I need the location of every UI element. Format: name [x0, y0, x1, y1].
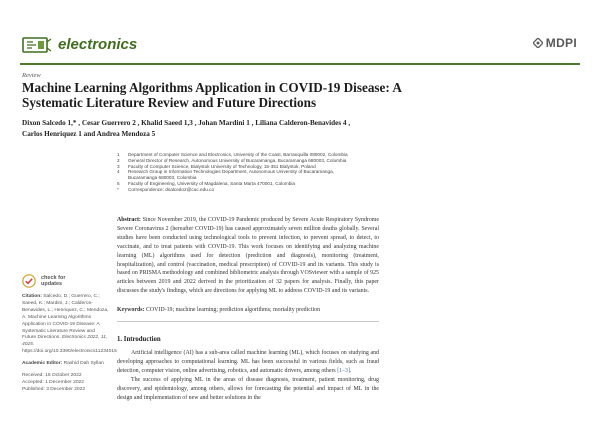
- editor-label: Academic Editor:: [22, 361, 63, 367]
- authors-line: Dixon Salcedo 1,* , Cesar Guerrero 2 , Khalid Saeed 1,3 , Johan Mardini 1 , Liliana Calderon-Benavides 4 ,: [22, 119, 351, 127]
- mdpi-mark-icon: [533, 38, 543, 48]
- citation-block: [22, 294, 117, 356]
- paragraph: Artificial intelligence (AI) has a sub-area called machine learning (ML), which focuses on studying and developing approaches to computational learning. ML has been successful in various fields, such as fraud detection, computer vision, online advertising, robotics, and automatic drivers, among others [1–3].: [117, 350, 379, 374]
- citation-label: Citation:: [22, 294, 42, 299]
- journal-name: electronics: [58, 35, 138, 53]
- affiliation-item: 3 Faculty of Computer Science, Bialystok University of Technology, 15-351 Bialystok, Poland: [117, 163, 316, 169]
- affiliation-item: 1 Department of Computer Science and Electronics, University of the Coast, Barranquilla 080002, Colombia: [117, 152, 348, 157]
- abstract-label: Abstract:: [117, 217, 141, 223]
- published-date: Published: 3 December 2022: [22, 386, 86, 392]
- check-updates-icon: [22, 274, 36, 288]
- introduction-body: [117, 349, 379, 402]
- abstract: [117, 216, 379, 296]
- publisher-logo: [533, 36, 577, 50]
- page-title: Machine Learning Algorithms Application in COVID-19 Disease: A Systematic Literature Review and Future Directions: [22, 80, 402, 110]
- accepted-date: Accepted: 1 December 2022: [22, 379, 84, 385]
- affiliation-item: Bucaramanga 680003, Colombia: [128, 175, 197, 181]
- article-type: Review: [22, 72, 41, 79]
- updates-label: check for: [41, 275, 66, 281]
- paragraph: The success of applying ML in the areas of disease diagnosis, treatment, patient monitoring, drug discovery, and epidemiology, among others, allows for forecasting the potential and impact of ML in the design and implementation of new and better solutions in the: [117, 376, 379, 401]
- header-rule: [20, 63, 580, 65]
- journal-logo-icon: [22, 34, 52, 54]
- section-divider: [117, 321, 379, 322]
- citation-journal: Electronics 2022, 11, 4015.: [22, 335, 108, 348]
- publisher-name: MDPI: [545, 36, 577, 50]
- author-list: [22, 118, 482, 139]
- journal-header: [22, 34, 137, 54]
- check-for-updates-badge[interactable]: [22, 274, 65, 288]
- keywords: [117, 306, 379, 315]
- citation-doi[interactable]: https://doi.org/10.3390/electronics11234015: [22, 349, 117, 355]
- citation-link[interactable]: [1–3]: [337, 367, 350, 374]
- keywords-text: COVID-19; machine learning; prediction algorithms; mortality prediction: [145, 307, 321, 313]
- affiliations: [117, 152, 417, 193]
- citation-text: Salcedo, D.; Guerrero, C.; Saeed, K.; Mardini, J.; Calderon-Benavides, L.; Henriquez, C.; Mendoza, A. Machine Learning Algorithms Application in COVID-19 Disease: A Systematic Literature Review and Future Directions.: [22, 294, 109, 341]
- updates-label: updates: [41, 281, 63, 287]
- affiliation-item: 5 Faculty of Engineering, University of Magdalena, Santa Marta 470001, Colombia: [117, 180, 296, 186]
- editor-block: [22, 361, 110, 368]
- keywords-label: Keywords:: [117, 307, 145, 313]
- section-heading: 1. Introduction: [117, 336, 161, 343]
- received-date: Received: 16 October 2022: [22, 373, 82, 379]
- editor-name: Rashid Dah Syllan: [63, 361, 104, 367]
- affiliation-item: 2 General Director of Research, Autonomous University of Bucaramanga, Bucaramanga 680003, Colombia: [117, 157, 347, 163]
- authors-line: Carlos Henriquez 1 and Andrea Mendoza 5: [22, 129, 156, 138]
- affiliation-item: 4 Research Group in Information Technologies Department, Autonomous University of Bucaramanga,: [117, 169, 335, 175]
- abstract-text: Since November 2019, the COVID-19 Pandemic produced by Severe Acute Respiratory Syndrome Severe Coronavirus 2 (hereafter COVID-19) has caused approximately seven million deaths globally. Several studies have been conducted using technological tools to prevent infection, to prevent spread, to detect, to vaccinate, and to treat patients with COVID-19. This work focuses on identifying and analyzing machine learning (ML) algorithms used for detection (prediction and diagnosis), monitoring (treatment, hospitalization), and control (vaccination, medical prescription) of COVID-19 and its variants. This study is based on PRISMA methodology and combined bibliometric analysis through VOSviewer with a sample of 925 articles between 2019 and 2022 derived in the prioritization of 32 papers for analysis. Finally, this paper discusses the study's findings, which are directions for applying ML to address COVID-19 and its variants.: [117, 217, 379, 295]
- correspondence: * Correspondence: dsalcedo2@cuc.edu.co: [117, 186, 215, 192]
- article-info-sidebar: [22, 294, 117, 394]
